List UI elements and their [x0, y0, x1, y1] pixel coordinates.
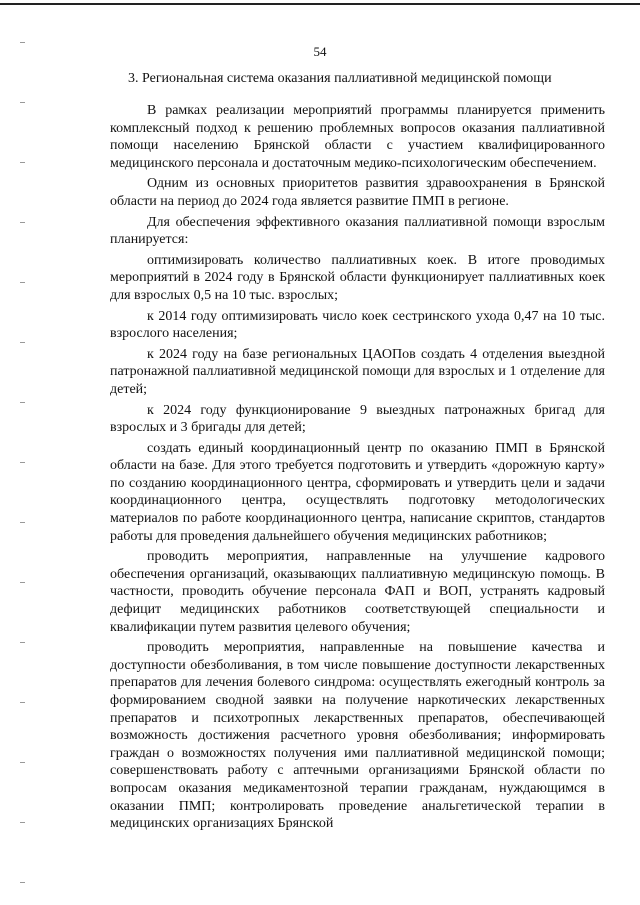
- list-item-mobile-teams: к 2024 году функционирование 9 выездных патронажных бригад для взрослых и 3 бригады для детей;: [110, 402, 605, 436]
- list-item-beds: оптимизировать количество паллиативных коек. В итоге проводимых мероприятий в 2024 году в Брянской области функционирует паллиативных коек для взрослых 0,5 на 10 тыс. взрослых;: [110, 252, 605, 303]
- list-item-departments: к 2024 году на базе региональных ЦАОПов создать 4 отделения выездной патронажной паллиативной медицинской помощи для взрослых и 1 отделение для детей;: [110, 346, 605, 397]
- list-item-pain-relief: проводить мероприятия, направленные на повышение качества и доступности обезболивания, в том числе повышение доступности лекарственных препаратов для лечения болевого синдрома: осуществлять ежегодный контроль за формированием сводной заявки на получение наркотических лекарственных препаратов и психотропных лекарственных препаратов, обеспечивающей возможность достижения расчетного уровня обезболивания; информировать граждан о возможностях получения ими паллиативной медицинской помощи; совершенствовать работу с аптечными организациями Брянской области по вопросам оказания медикаментозной терапии гражданам, нуждающимся в оказании ПМП; контролировать проведение анальгетической терапии в медицинских организациях Брянской: [110, 640, 605, 832]
- paragraph-plan-lead: Для обеспечения эффективного оказания паллиативной помощи взрослым планируется:: [110, 214, 605, 248]
- paragraph-intro: В рамках реализации мероприятий программы планируется применить комплексный подход к решению проблемных вопросов оказания паллиативной помощи населению Брянской области с участием квалифицированного медицинского персонала и достаточным медико-психологическим обеспечением.: [110, 103, 605, 171]
- top-border-line: [0, 3, 640, 5]
- section-heading: 3. Региональная система оказания паллиативной медицинской помощи: [128, 71, 552, 86]
- list-item-coordination-center: создать единый координационный центр по оказанию ПМП в Брянской области на базе. Для этого требуется подготовить и утвердить «дорожную карту» по созданию координационного центра, сформировать и утвердить цели и задачи координационного центра, осуществлять подготовку методологических материалов по работе координационного центра, написание скриптов, стандартов работы для проведения дальнейшего обучения медицинских работников;: [110, 440, 605, 544]
- binding-margin-marks: [20, 12, 28, 892]
- list-item-staffing: проводить мероприятия, направленные на улучшение кадрового обеспечения организаций, оказывающих паллиативную медицинскую помощь. В частности, проводить обучение персонала ФАП и ВОП, устранять кадровый дефицит медицинских работников соответствующей специальности и квалификации путем развития целевого обучения;: [110, 549, 605, 635]
- document-body: [110, 102, 605, 836]
- page-number: 54: [313, 44, 327, 59]
- paragraph-priority: Одним из основных приоритетов развития здравоохранения в Брянской области на период до 2024 года является развитие ПМП в регионе.: [110, 176, 605, 209]
- list-item-nursing-beds: к 2014 году оптимизировать число коек сестринского ухода 0,47 на 10 тыс. взрослого населения;: [110, 308, 605, 342]
